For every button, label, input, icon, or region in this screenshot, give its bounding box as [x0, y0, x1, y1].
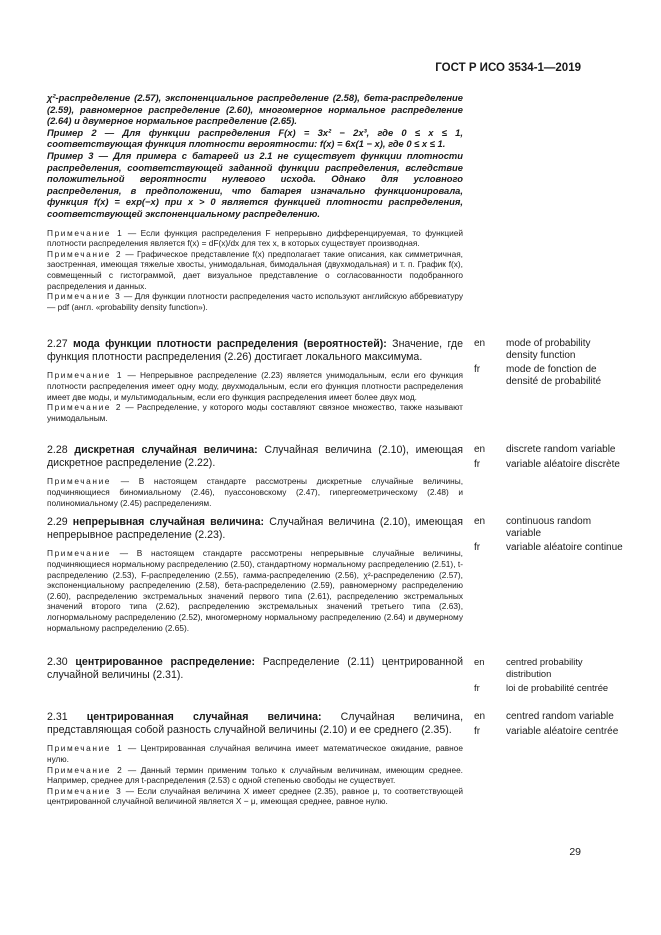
fr-term: variable aléatoire continue — [506, 542, 623, 553]
note-1: Примечание 1 — Непрерывное распределение (2.23) является унимодальным, если его функция плотности распределения имеет одну моду, двухмодальным, если его функция плотности распределения имеет две моды, и мультимодальным, если его функция распределения имеет более двух мод. — [47, 370, 463, 402]
equivalents-2-28: en discrete random variable fr variable aléatoire discrète — [474, 444, 624, 470]
example-3: Пример 3 — Для примера с батареей из 2.1 не существует функции плотности распределения, соответствующей заданной функции распределения, вследствие положительной вероятности нулевого исхода. Однако для условного распределения, в предположении, что батарея изначально функционировала, функция f(x) = exp(−x) при x > 0 является функцией плотности распределения, соответствующей экспоненциальному распределению. — [47, 149, 463, 219]
en-term: mode of probability density function — [506, 338, 591, 361]
equivalents-2-30: en centred probability distribution fr loi de probabilité centrée — [474, 656, 624, 694]
fr-term: loi de probabilité centrée — [506, 682, 609, 693]
en-term: continuous random variable — [506, 516, 592, 539]
note-2: Примечание 2 — Данный термин применим только к случайным величинам, имеющим среднее. Например, среднее для t-распределения (2.53) с одной степенью свободы не существует. — [47, 764, 463, 786]
page-number: 29 — [569, 846, 581, 858]
term-definition: 2.31 центрированная случайная величина: Случайная величина, представляющая собой разность случайной величины (2.10) и ее среднего (2.35). — [47, 711, 464, 737]
entry-2-29 — [47, 516, 463, 633]
note: Примечание — В настоящем стандарте рассмотрены дискретные случайные величины, подчиняющиеся биномиальному (2.46), пуассоновскому (2.47), гипергеометрическому (2.48) и полиномиальному (2.45) распределениям. — [47, 476, 463, 508]
equivalents-2-27: en mode of probability density function fr mode de fonction de densité de probabilité — [474, 338, 624, 387]
entry-2-27 — [47, 338, 463, 423]
term-definition: 2.27 мода функции плотности распределения (вероятностей): Значение, где функция плотности распределения (2.26) достигает локального максимума. — [47, 338, 463, 364]
example-2: Пример 2 — Для функции распределения F(x) = 3x² − 2x³, где 0 ≤ x ≤ 1, соответствующая функция плотности вероятности: f(x) = 6x(1 − x), где 0 ≤ x ≤ 1. — [47, 126, 463, 150]
term-definition: 2.30 центрированное распределение: Распределение (2.11) центрированной случайной величины (2.31). — [47, 656, 463, 682]
entry-2-30 — [47, 656, 463, 682]
en-term: centred probability distribution — [506, 656, 583, 679]
en-term: centred random variable — [506, 711, 614, 722]
note-2: Примечание 2 — Распределение, у которого моды составляют связное множество, также называют унимодальным. — [47, 402, 463, 423]
note-1: Примечание 1 — Центрированная случайная величина имеет математическое ожидание, равное нулю. — [47, 743, 463, 764]
note-3: Примечание 3 — Для функции плотности распределения часто используют английскую аббревиатуру — pdf (англ. «probability density function»). — [47, 291, 463, 312]
note-3: Примечание 3 — Если случайная величина X имеет среднее (2.35), равное μ, то соответствующей центрированной случайной величиной является X − μ, имеющая среднее, равное нулю. — [47, 785, 463, 807]
fr-term: mode de fonction de densité de probabilité — [506, 364, 602, 387]
note: Примечание — В настоящем стандарте рассмотрены непрерывные случайные величины, подчиняющиеся нормальному распределению (2.50), стандартному нормальному распределению (2.51), t-распределению (2.53), F-распределению (2.55), гамма-распределению (2.56), χ²-распределению (2.57), экспоненциальному распределению (2.58), бета-распределению (2.59), равномерному распределению (2.60), распределению экстремальных значений первого типа (2.61), распределению экстремальных значений второго типа (2.62), распределению экстремальных значений третьего типа (2.63), логнормальному распределению (2.52), многомерному нормальному распределению (2.64) и двумерному нормальному распределению (2.65). — [47, 548, 463, 633]
term-definition: 2.29 непрерывная случайная величина: Случайная величина (2.10), имеющая непрерывное распределение (2.23). — [47, 516, 463, 542]
fr-term: variable aléatoire centrée — [506, 725, 619, 737]
fr-term: variable aléatoire discrète — [506, 458, 620, 470]
document-header: ГОСТ Р ИСО 3534-1—2019 — [435, 62, 581, 74]
intro-paragraph: χ²-распределение (2.57), экспоненциальное распределение (2.58), бета-распределение (2.59), равномерное распределение (2.60), многомерное нормальное распределение (2.64) и двумерное нормальное распределение (2.65). — [47, 92, 463, 127]
note-1: Примечание 1 — Если функция распределения F непрерывно дифференцируемая, то функцией плотности распределения является f(x) = dF(x)/dx для тех x, в которых существует производная. — [47, 227, 463, 249]
equivalents-2-31: en centred random variable fr variable aléatoire centrée — [474, 711, 624, 737]
entry-2-28 — [47, 444, 463, 508]
note-2: Примечание 2 — Графическое представление f(x) предполагает такие описания, как симметричная, заостренная, имеющая тяжелые хвосты, унимодальная, бимодальная (двухмодальная) и т. п. График f(x), совмещенный с гистограммой, дает визуальное представление о согласованности подобранного распределения и данных. — [47, 248, 463, 291]
en-term: discrete random variable — [506, 444, 616, 455]
equivalents-2-29: en continuous random variable fr variable aléatoire continue — [474, 516, 623, 553]
top-block — [47, 92, 463, 312]
entry-2-31 — [47, 711, 463, 807]
term-definition: 2.28 дискретная случайная величина: Случайная величина (2.10), имеющая дискретное распределение (2.22). — [47, 444, 463, 470]
